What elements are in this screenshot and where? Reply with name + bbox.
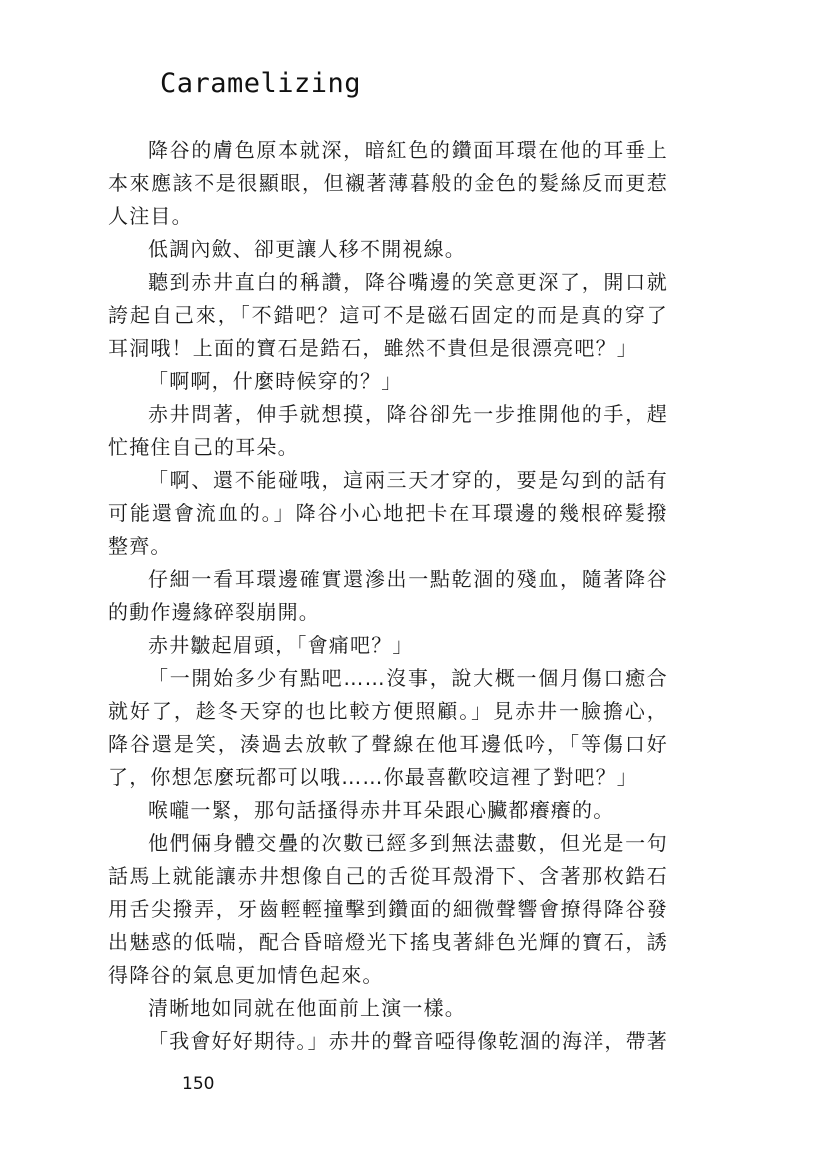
paragraph: 低調內斂、卻更讓人移不開視線。 [148, 237, 466, 261]
paragraph: 他們倆身體交疊的次數已經多到無法盡數，但光是一句話馬上就能讓赤井想像自己的舌從耳殼滑下、含著那枚鋯石用舌尖撥弄，牙齒輕輕撞擊到鑽面的細微聲響會撩得降谷發出魅惑的低喘，配合昏暗燈光下搖曳著緋色光輝的寶石，誘得降谷的氣息更加情色起來。 [108, 831, 668, 987]
paragraph: 降谷的膚色原本就深，暗紅色的鑽面耳環在他的耳垂上本來應該不是很顯眼，但襯著薄暮般的金色的髮絲反而更惹人注目。 [108, 138, 668, 228]
page-number: 150 [182, 1074, 215, 1094]
paragraph: 聽到赤井直白的稱讚，降谷嘴邊的笑意更深了，開口就誇起自己來，「不錯吧？這可不是磁石固定的而是真的穿了耳洞哦！上面的寶石是鋯石，雖然不貴但是很漂亮吧？」 [108, 270, 668, 360]
chapter-title: Caramelizing [160, 68, 362, 99]
paragraph: 「啊、還不能碰哦，這兩三天才穿的，要是勾到的話有可能還會流血的。」降谷小心地把卡在耳環邊的幾根碎髮撥整齊。 [108, 468, 668, 558]
paragraph: 喉嚨一緊，那句話搔得赤井耳朵跟心臟都癢癢的。 [148, 798, 615, 822]
paragraph: 清晰地如同就在他面前上演一樣。 [148, 996, 466, 1020]
paragraph: 赤井皺起眉頭，「會痛吧？」 [148, 633, 414, 657]
body-text [108, 134, 668, 1058]
paragraph: 「啊啊，什麼時候穿的？」 [148, 369, 403, 393]
paragraph: 「一開始多少有點吧……沒事，說大概一個月傷口癒合就好了，趁冬天穿的也比較方便照顧。」見赤井一臉擔心，降谷還是笑，湊過去放軟了聲線在他耳邊低吟，「等傷口好了，你想怎麼玩都可以哦……你最喜歡咬這裡了對吧？」 [108, 666, 668, 789]
paragraph: 仔細一看耳環邊確實還滲出一點乾涸的殘血，隨著降谷的動作邊緣碎裂崩開。 [108, 567, 668, 624]
paragraph: 赤井問著，伸手就想摸，降谷卻先一步推開他的手，趕忙掩住自己的耳朵。 [108, 402, 668, 459]
paragraph: 「我會好好期待。」赤井的聲音啞得像乾涸的海洋，帶著 [148, 1029, 668, 1053]
